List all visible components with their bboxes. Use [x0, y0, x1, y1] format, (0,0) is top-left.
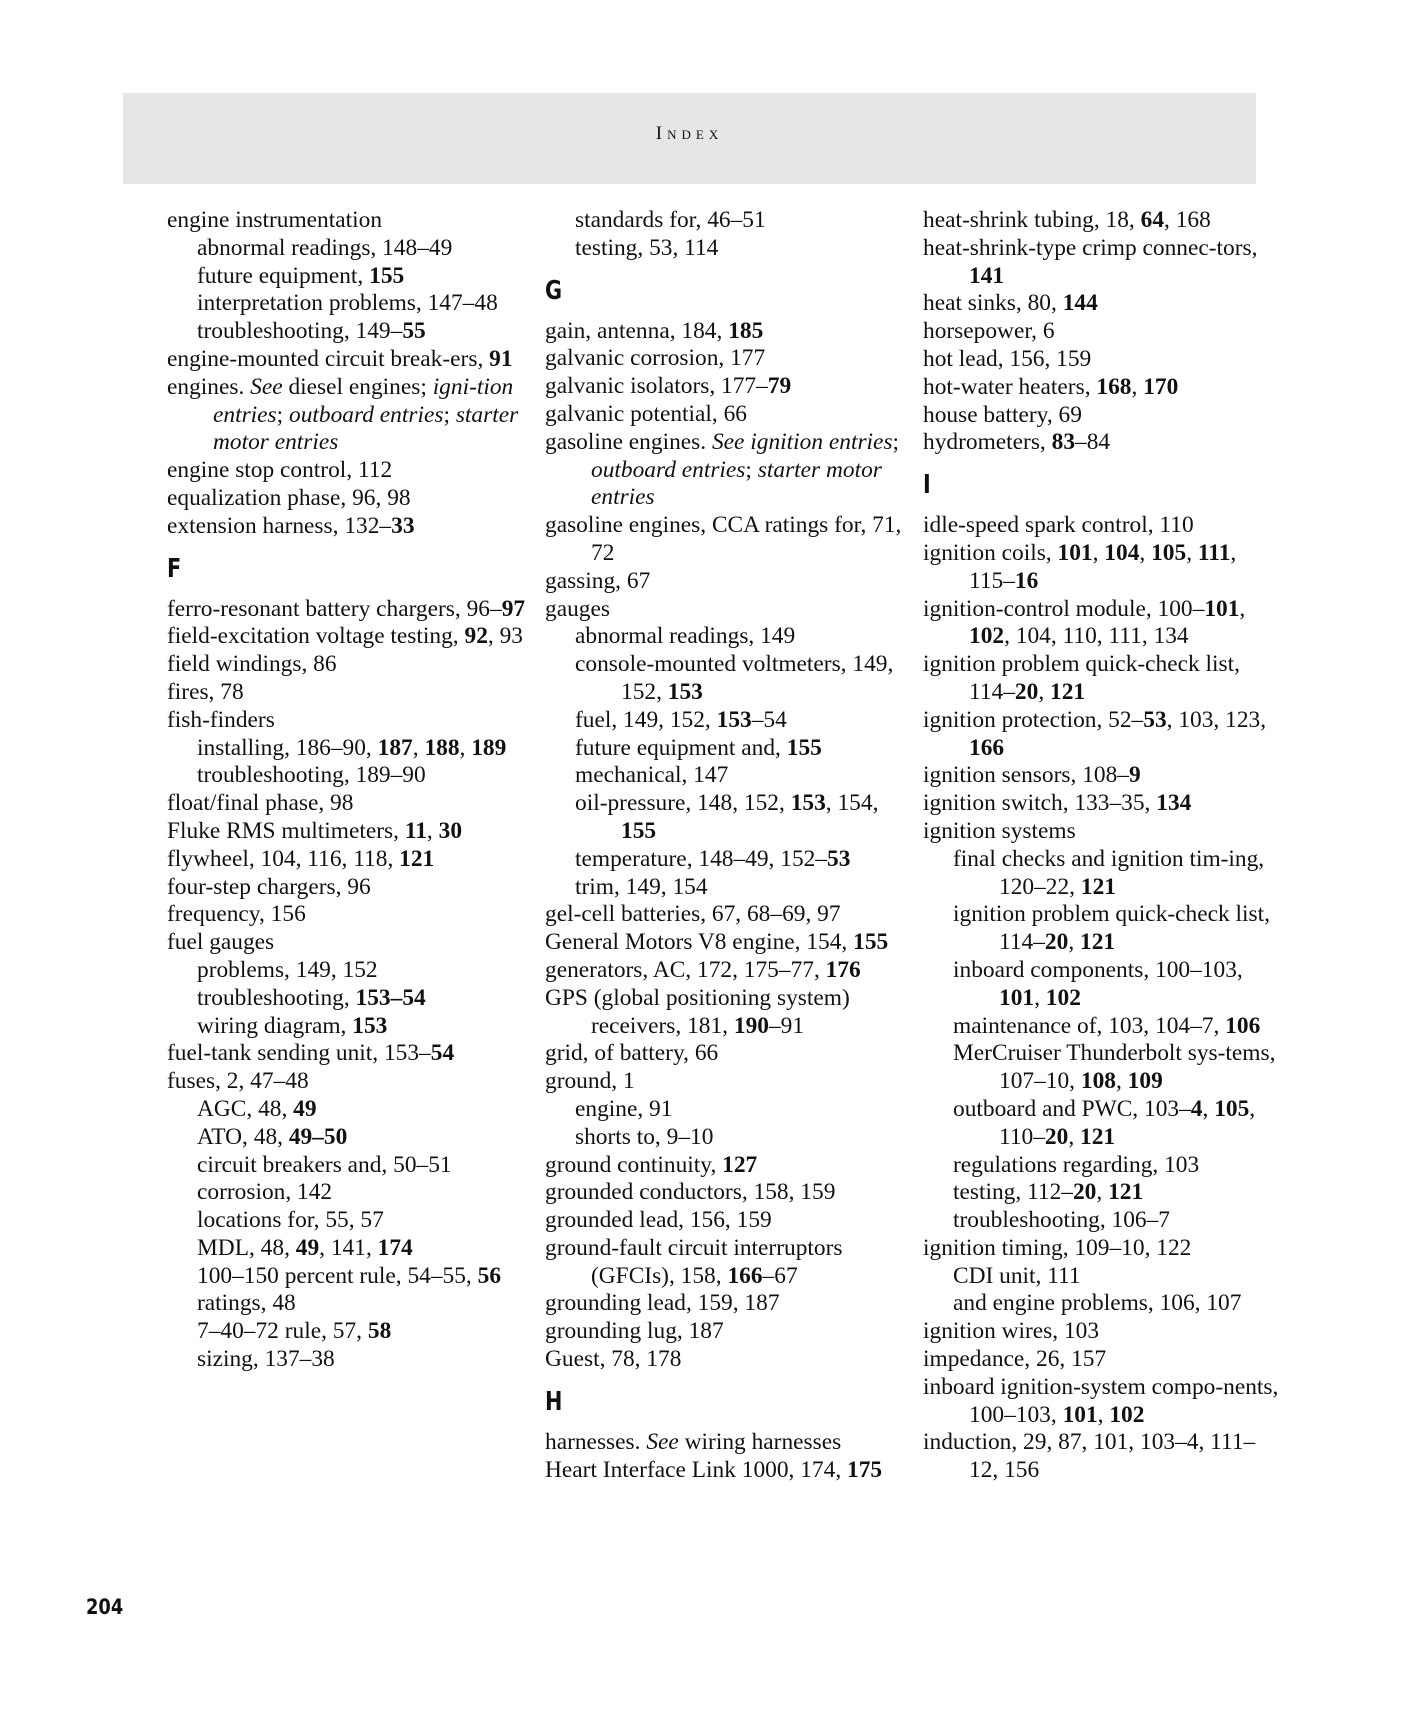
index-subentry: abnormal readings, 149	[575, 623, 796, 650]
section-letter: H	[545, 1386, 563, 1417]
index-entry: idle-speed spark control, 110	[923, 512, 1194, 539]
index-entry: generators, AC, 172, 175–77, 176	[545, 956, 861, 983]
index-entry: grounded lead, 156, 159	[545, 1207, 772, 1234]
index-entry: grounding lead, 159, 187	[545, 1290, 780, 1317]
section-letter: I	[923, 470, 931, 501]
index-subentry: abnormal readings, 148–49	[197, 234, 453, 261]
index-subentry: corrosion, 142	[197, 1179, 333, 1206]
index-entry: four-step chargers, 96	[167, 873, 371, 900]
index-entry: General Motors V8 engine, 154, 155	[545, 929, 889, 956]
index-entry: ground-fault circuit interruptors (GFCIs), 158, 166–67	[545, 1234, 843, 1289]
index-entry: fuel-tank sending unit, 153–54	[167, 1040, 455, 1067]
index-entry: flywheel, 104, 116, 118, 121	[167, 845, 435, 872]
index-entry: fish-finders	[167, 706, 275, 733]
index-subentry: regulations regarding, 103	[953, 1151, 1200, 1178]
index-entry: gain, antenna, 184, 185	[545, 317, 764, 344]
index-subentry: maintenance of, 103, 104–7, 106	[953, 1012, 1261, 1039]
index-subentry: standards for, 46–51	[575, 207, 766, 233]
index-subentry: circuit breakers and, 50–51	[197, 1151, 452, 1178]
index-entry: ignition systems	[923, 817, 1076, 844]
index-entry: ferro-resonant battery chargers, 96–97	[167, 595, 526, 622]
index-subentry: installing, 186–90, 187, 188, 189	[197, 734, 507, 761]
index-column-1	[167, 207, 527, 1374]
index-entry: ground continuity, 127	[545, 1151, 758, 1178]
index-subentry: testing, 53, 114	[575, 234, 719, 261]
index-subentry: future equipment and, 155	[575, 734, 822, 761]
index-subentry: MDL, 48, 49, 141, 174	[197, 1234, 413, 1261]
index-entry: galvanic corrosion, 177	[545, 345, 766, 372]
index-entry: float/final phase, 98	[167, 790, 354, 817]
index-column-3	[923, 207, 1283, 1485]
index-subentry: troubleshooting, 106–7	[953, 1207, 1171, 1234]
index-entry: hydrometers, 83–84	[923, 429, 1111, 456]
index-subentry: problems, 149, 152	[197, 956, 378, 983]
index-entry: hot lead, 156, 159	[923, 345, 1092, 372]
page-number: 204	[86, 1595, 124, 1619]
index-entry: Guest, 78, 178	[545, 1346, 682, 1373]
index-entry: heat-shrink-type crimp connec-tors, 141	[923, 234, 1258, 289]
index-entry: house battery, 69	[923, 401, 1082, 428]
index-entry: fuses, 2, 47–48	[167, 1068, 309, 1095]
index-subentry: future equipment, 155	[197, 262, 405, 289]
index-subentry: interpretation problems, 147–48	[197, 290, 498, 317]
index-entry: GPS (global positioning system) receivers, 181, 190–91	[545, 984, 850, 1039]
section-letter: G	[545, 275, 563, 306]
index-entry: grounding lug, 187	[545, 1318, 724, 1345]
index-entry: horsepower, 6	[923, 318, 1055, 345]
index-subentry: locations for, 55, 57	[197, 1207, 384, 1234]
index-entry: fuel gauges	[167, 929, 275, 956]
index-entry: induction, 29, 87, 101, 103–4, 111–12, 156	[923, 1429, 1256, 1484]
section-letter: F	[167, 553, 182, 584]
index-subentry: ATO, 48, 49–50	[197, 1123, 348, 1150]
index-entry: hot-water heaters, 168, 170	[923, 373, 1179, 400]
index-subentry: shorts to, 9–10	[575, 1123, 714, 1150]
index-entry: ignition protection, 52–53, 103, 123, 166	[923, 706, 1267, 761]
index-entry: impedance, 26, 157	[923, 1346, 1107, 1373]
index-subentry: AGC, 48, 49	[197, 1095, 317, 1122]
index-entry: ignition timing, 109–10, 122	[923, 1234, 1192, 1261]
index-subentry: and engine problems, 106, 107	[953, 1290, 1242, 1317]
index-subentry: oil-pressure, 148, 152, 153, 154, 155	[575, 790, 879, 844]
index-subentry: outboard and PWC, 103–4, 105, 110–20, 121	[953, 1095, 1256, 1150]
index-entry: Heart Interface Link 1000, 174, 175	[545, 1456, 883, 1483]
running-header	[123, 93, 1256, 184]
index-entry: grounded conductors, 158, 159	[545, 1179, 836, 1206]
index-subentry: testing, 112–20, 121	[953, 1179, 1144, 1206]
index-entry: gasoline engines, CCA ratings for, 71, 72	[545, 512, 902, 566]
page-title: Index	[655, 123, 724, 144]
index-entry: ignition problem quick-check list, 114–20, 121	[923, 651, 1241, 705]
index-entry: harnesses. See wiring harnesses	[545, 1428, 842, 1455]
index-subentry: ignition problem quick-check list, 114–20, 121	[953, 901, 1271, 956]
index-entry: galvanic potential, 66	[545, 400, 748, 427]
index-entry: grid, of battery, 66	[545, 1040, 719, 1067]
index-entry: gauges	[545, 595, 610, 622]
index-subentry: troubleshooting, 149–55	[197, 318, 426, 345]
index-subentry: mechanical, 147	[575, 762, 729, 789]
index-subentry: wiring diagram, 153	[197, 1012, 388, 1039]
index-entry: gasoline engines. See ignition entries; outboard entries; starter motor entries	[545, 428, 900, 511]
index-subentry: trim, 149, 154	[575, 873, 708, 900]
index-entry: engine-mounted circuit break-ers, 91	[167, 345, 513, 372]
index-subentry: console-mounted voltmeters, 149, 152, 153	[575, 651, 894, 705]
index-entry: ignition wires, 103	[923, 1318, 1100, 1345]
index-entry: field-excitation voltage testing, 92, 93	[167, 623, 523, 650]
index-entry: frequency, 156	[167, 901, 306, 928]
index-entry: fires, 78	[167, 678, 244, 705]
index-subentry: sizing, 137–38	[197, 1346, 335, 1373]
index-entry: engine stop control, 112	[167, 457, 393, 484]
index-entry: Fluke RMS multimeters, 11, 30	[167, 817, 463, 844]
index-subentry: 100–150 percent rule, 54–55, 56	[197, 1262, 502, 1289]
index-subentry: 7–40–72 rule, 57, 58	[197, 1318, 392, 1345]
index-entry: engines. See diesel engines; igni-tion entries; outboard entries; starter motor entries	[167, 373, 519, 456]
index-entry: ignition sensors, 108–9	[923, 762, 1141, 789]
index-column-2	[545, 207, 905, 1484]
index-subentry: engine, 91	[575, 1095, 673, 1122]
index-entry: ignition coils, 101, 104, 105, 111, 115–16	[923, 539, 1237, 594]
index-subentry: fuel, 149, 152, 153–54	[575, 706, 787, 733]
index-subentry: temperature, 148–49, 152–53	[575, 845, 851, 872]
index-entry: field windings, 86	[167, 651, 337, 678]
index-entry: gassing, 67	[545, 567, 651, 594]
index-entry: ignition-control module, 100–101, 102, 104, 110, 111, 134	[923, 595, 1246, 650]
index-subentry: troubleshooting, 189–90	[197, 762, 426, 789]
index-subentry: MerCruiser Thunderbolt sys-tems, 107–10, 108, 109	[953, 1040, 1276, 1095]
index-entry: ignition switch, 133–35, 134	[923, 790, 1192, 817]
index-entry: ground, 1	[545, 1068, 635, 1095]
index-subentry: ratings, 48	[197, 1290, 296, 1317]
index-subentry: troubleshooting, 153–54	[197, 984, 426, 1011]
index-subentry: inboard components, 100–103, 101, 102	[953, 956, 1243, 1011]
index-entry: gel-cell batteries, 67, 68–69, 97	[545, 901, 841, 928]
index-entry: heat sinks, 80, 144	[923, 290, 1098, 317]
index-entry: equalization phase, 96, 98	[167, 484, 411, 511]
index-entry: galvanic isolators, 177–79	[545, 373, 792, 400]
index-entry: engine instrumentation	[167, 207, 383, 233]
index-entry: heat-shrink tubing, 18, 64, 168	[923, 207, 1211, 233]
index-subentry: CDI unit, 111	[953, 1262, 1081, 1289]
index-entry: inboard ignition-system compo-nents, 100–103, 101, 102	[923, 1373, 1279, 1428]
index-entry: extension harness, 132–33	[167, 512, 415, 539]
index-subentry: final checks and ignition tim-ing, 120–22, 121	[953, 845, 1265, 900]
